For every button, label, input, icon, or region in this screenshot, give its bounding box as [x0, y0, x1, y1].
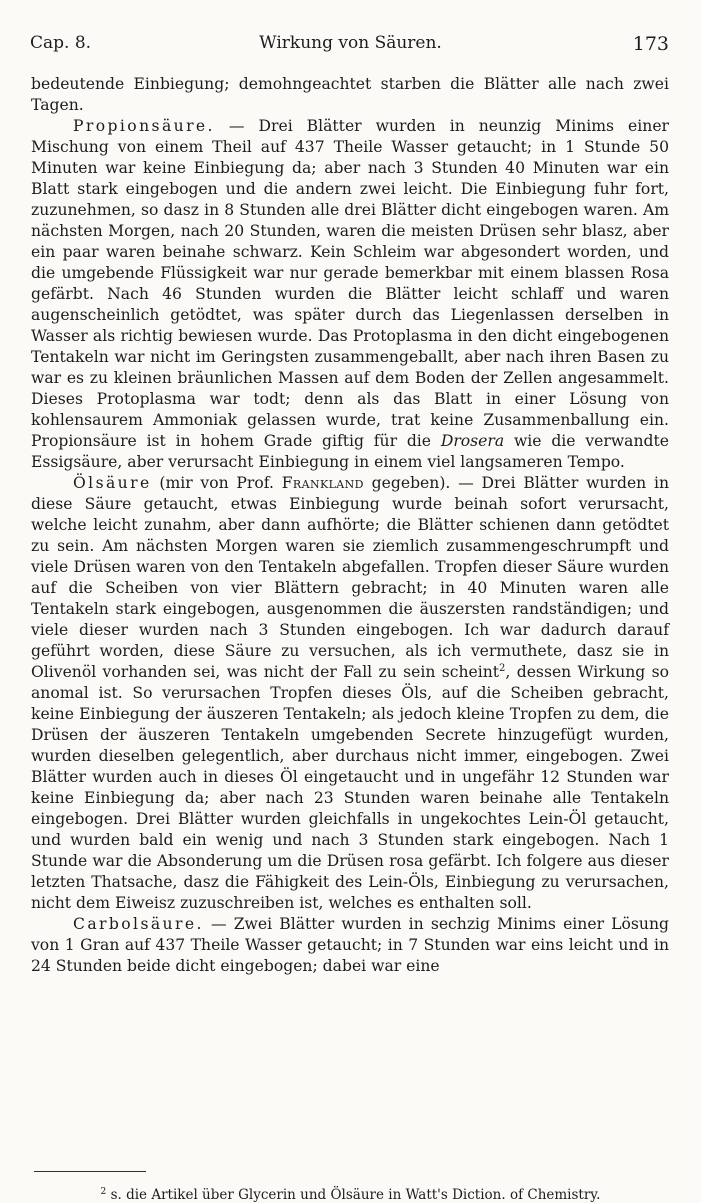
paragraph-text: — Zwei Blätter wurden in sechzig Minims einer Lösung von 1 Gran auf 437 Theile Wasser getaucht; in 7 Stunden war eins leicht und in 24 Stunden beide dicht eingebogen; dabei war eine — [31, 915, 669, 975]
paragraph-text: (mir von Prof. — [151, 474, 282, 492]
paragraph-text: gegeben). — Drei Blätter wurden in diese Säure getaucht, etwas Einbiegung wurde beinah sofort verursacht, welche leicht zunahm, aber dann aufhörte; die Blätter schienen dann getödtet zu sein. Am nächsten Morgen waren sie ziemlich zusammengeschrumpft und viele Drüsen waren von den Tentakeln abgefallen. Tropfen dieser Säure wurden auf die Scheiben von vier Blättern gebracht; in 40 Minuten waren alle Tentakeln stark eingebogen, ausgenommen die äuszersten randständigen; und viele dieser wurden nach 3 Stunden eingebogen. Ich war dadurch darauf geführt worden, diese Säure zu versuchen, als ich vermuthete, dasz sie in Olivenöl vorhanden sei, was nicht der Fall zu sein scheint — [31, 474, 669, 681]
person-name: Frankland — [281, 474, 364, 492]
paragraph-text: bedeutende Einbiegung; demohngeachtet starben die Blätter alle nach zwei Tagen. — [31, 75, 669, 114]
footnote-rule — [34, 1171, 146, 1172]
paragraph-text: — Drei Blätter wurden in neunzig Minims einer Mischung von einem Theil auf 437 Theile Wasser getaucht; in 1 Stunde 50 Minuten war keine Einbiegung da; aber nach 3 Stunden 40 Minuten war ein Blatt stark eingebogen und die andern zwei leicht. Die Einbiegung fuhr fort, zuzunehmen, so dasz in 8 Stunden alle drei Blätter dicht eingebogen waren. Am nächsten Morgen, nach 20 Stunden, waren die meisten Drüsen sehr blasz, aber ein paar waren beinahe schwarz. Kein Schleim war abgesondert worden, und die umgebende Flüssigkeit war nur gerade bemerkbar mit einem blassen Rosa gefärbt. Nach 46 Stunden wurden die Blätter leicht schlaff und waren augenscheinlich getödtet, was später durch das Liegenlassen derselben in Wasser als richtig bewiesen wurde. Das Protoplasma in den dicht eingebogenen Tentakeln war nicht im Geringsten zusammengeballt, aber nach ihren Basen zu war es zu kleinen bräunlichen Massen auf dem Boden der Zellen angesammelt. Dieses Protoplasma war todt; denn als das Blatt in einer Lösung von kohlensaurem Ammoniak gelassen wurde, trat keine Zusammenballung ein. Propionsäure ist in hohem Grade giftig für die — [31, 117, 669, 450]
footnote-text: s. die Artikel über Glycerin und Ölsäure in Watt's Diction. of Chemistry. — [106, 1187, 601, 1203]
paragraph-continuation — [31, 74, 669, 116]
footnote-mark: 2 — [100, 1187, 107, 1197]
section-term: Propionsäure. — [73, 117, 215, 135]
running-header — [30, 33, 671, 57]
section-term: Ölsäure — [73, 474, 152, 492]
paragraph-text-end: , dessen Wirkung so anomal ist. So verursachen Tropfen dieses Öls, auf die Scheiben gebracht, keine Einbiegung der äuszeren Tentakeln; als jedoch kleine Tropfen zu dem, die Drüsen der äuszeren Tentakeln umgebenden Secrete hinzugefügt wurden, wurden dieselben gelegentlich, aber durchaus nicht immer, eingebogen. Zwei Blätter wurden auch in dieses Öl eingetaucht und in ungefähr 12 Stunden war keine Einbiegung da; aber nach 23 Stunden waren beinahe alle Tentakeln eingebogen. Drei Blätter wurden gleichfalls in ungekochtes Lein-Öl getaucht, und wurden bald ein wenig und nach 3 Stunden stark eingebogen. Nach 1 Stunde war die Absonderung um die Drüsen rosa gefärbt. Ich folgere aus dieser letzten Thatsache, dasz die Fähigkeit des Lein-Öls, Einbiegung zu verursachen, nicht dem Eiweisz zuzuschreiben ist, welches es enthalten soll. — [31, 663, 670, 912]
paragraph-oelsaeure — [31, 473, 669, 914]
running-title: Wirkung von Säuren. — [259, 33, 442, 53]
paragraph-carbolsaeure — [31, 914, 669, 977]
section-term: Carbolsäure. — [73, 915, 204, 933]
body-text — [31, 74, 669, 977]
chapter-label: Cap. 8. — [30, 33, 92, 53]
page-number: 173 — [632, 33, 669, 55]
italic-genus-name: Drosera — [440, 432, 505, 450]
paragraph-propionsaeure — [31, 116, 669, 473]
footnote — [0, 1187, 701, 1203]
paragraph-text-end: wie die verwandte Essigsäure, aber verursacht Einbiegung in einem viel langsameren Tempo. — [31, 432, 669, 471]
footnote-reference[interactable]: 2 — [499, 663, 506, 674]
